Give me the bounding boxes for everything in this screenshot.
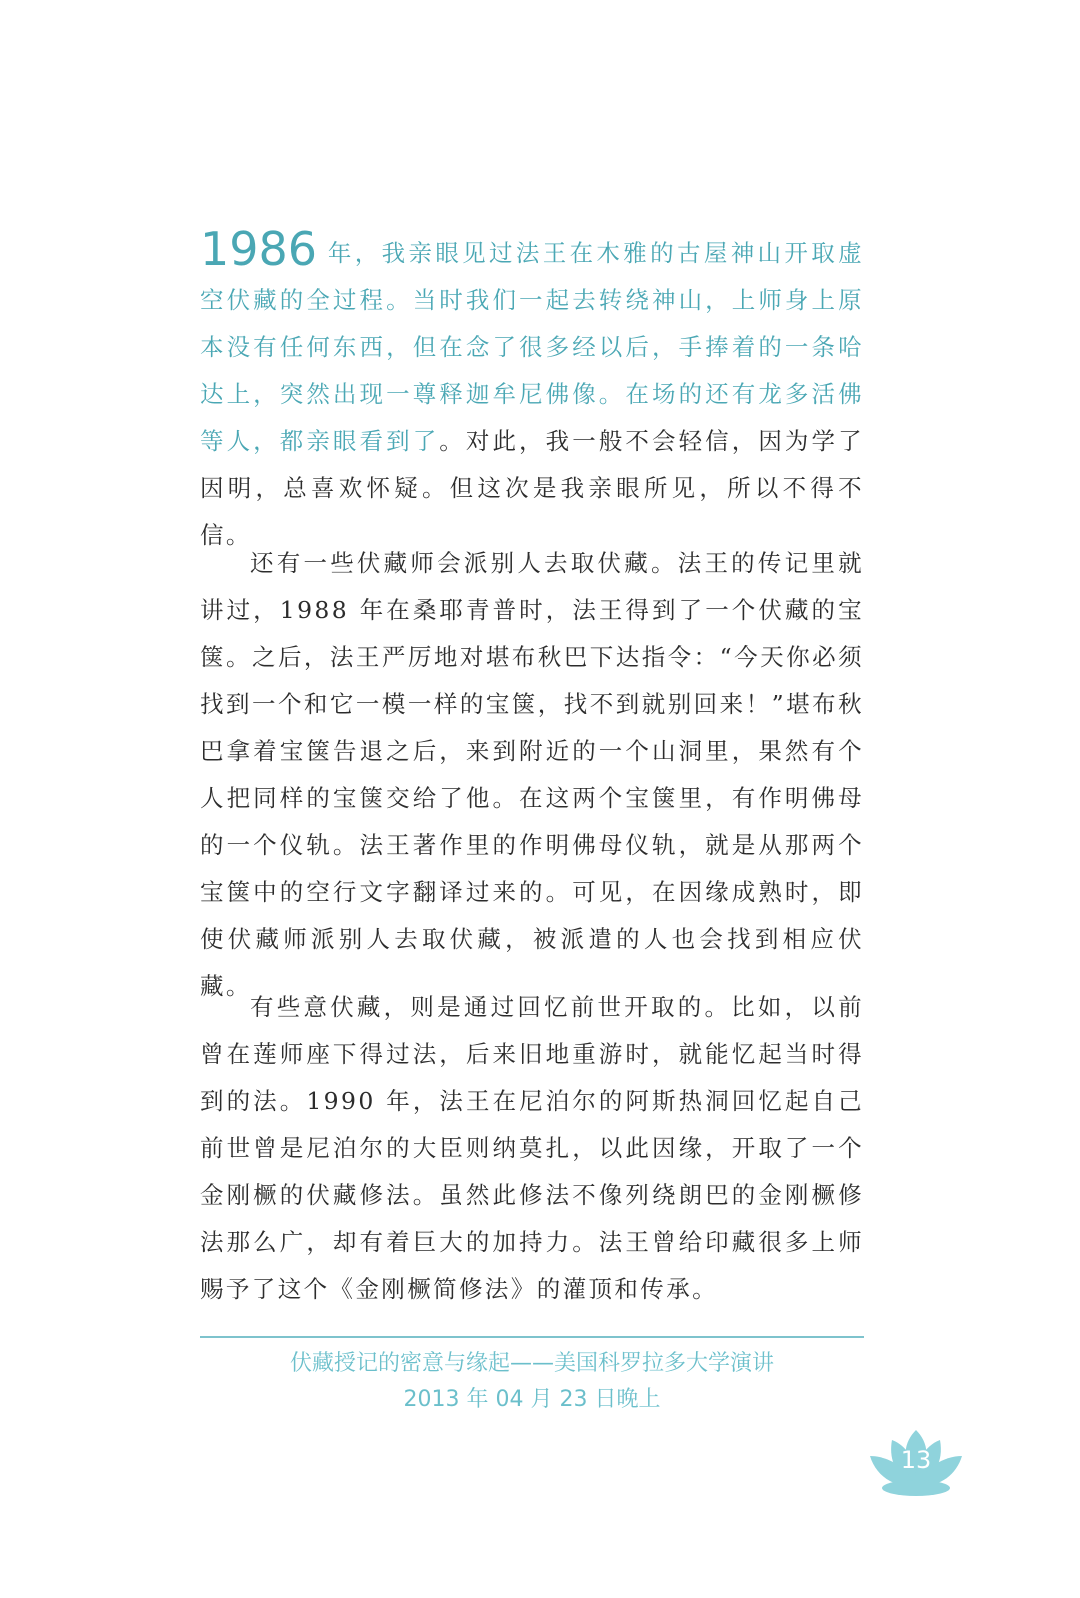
source-citation bbox=[200, 1346, 864, 1418]
year-highlight: 1986 bbox=[200, 222, 318, 276]
source-title: 伏藏授记的密意与缘起——美国科罗拉多大学演讲 bbox=[289, 1351, 774, 1376]
teal-highlight-text: 年，我亲眼见过法王在木雅的古屋神山开取虚空伏藏的全过程。当时我们一起去转绕神山，上师身上原本没有任何东西，但在念了很多经以后，手捧着的一条哈达上，突然出现一尊释迦牟尼佛像。在场的还有龙多活佛等人，都亲眼看到了 bbox=[200, 239, 865, 455]
source-date: 2013 年 04 月 23 日晚上 bbox=[403, 1387, 661, 1412]
source-divider bbox=[200, 1336, 864, 1338]
paragraph-1-continuation: 。对此，我一般不会轻信，因为学了因明，总喜欢怀疑。但这次是我亲眼所见，所以不得不信。 bbox=[200, 427, 864, 549]
paragraph-3: 有些意伏藏，则是通过回忆前世开取的。比如，以前曾在莲师座下得过法，后来旧地重游时，就能忆起当时得到的法。1990 年，法王在尼泊尔的阿斯热洞回忆起自己前世曾是尼泊尔的大臣则纳莫扎，以此因缘，开取了一个金刚橛的伏藏修法。虽然此修法不像列绕朗巴的金刚橛修法那么广，却有着巨大的加持力。法王曾给印藏很多上师赐予了这个《金刚橛简修法》的灌顶和传承。 bbox=[200, 993, 864, 1303]
page-number: 13 bbox=[900, 1446, 932, 1474]
paragraph-2: 还有一些伏藏师会派别人去取伏藏。法王的传记里就讲过，1988 年在桑耶青普时，法王得到了一个伏藏的宝箧。之后，法王严厉地对堪布秋巴下达指令：“今天你必须找到一个和它一模一样的宝箧，找不到就别回来！”堪布秋巴拿着宝箧告退之后，来到附近的一个山洞里，果然有个人把同样的宝箧交给了他。在这两个宝箧里，有作明佛母的一个仪轨。法王著作里的作明佛母仪轨，就是从那两个宝箧中的空行文字翻译过来的。可见，在因缘成熟时，即使伏藏师派别人去取伏藏，被派遣的人也会找到相应伏藏。 bbox=[200, 549, 864, 1000]
paragraph-1 bbox=[200, 222, 865, 559]
